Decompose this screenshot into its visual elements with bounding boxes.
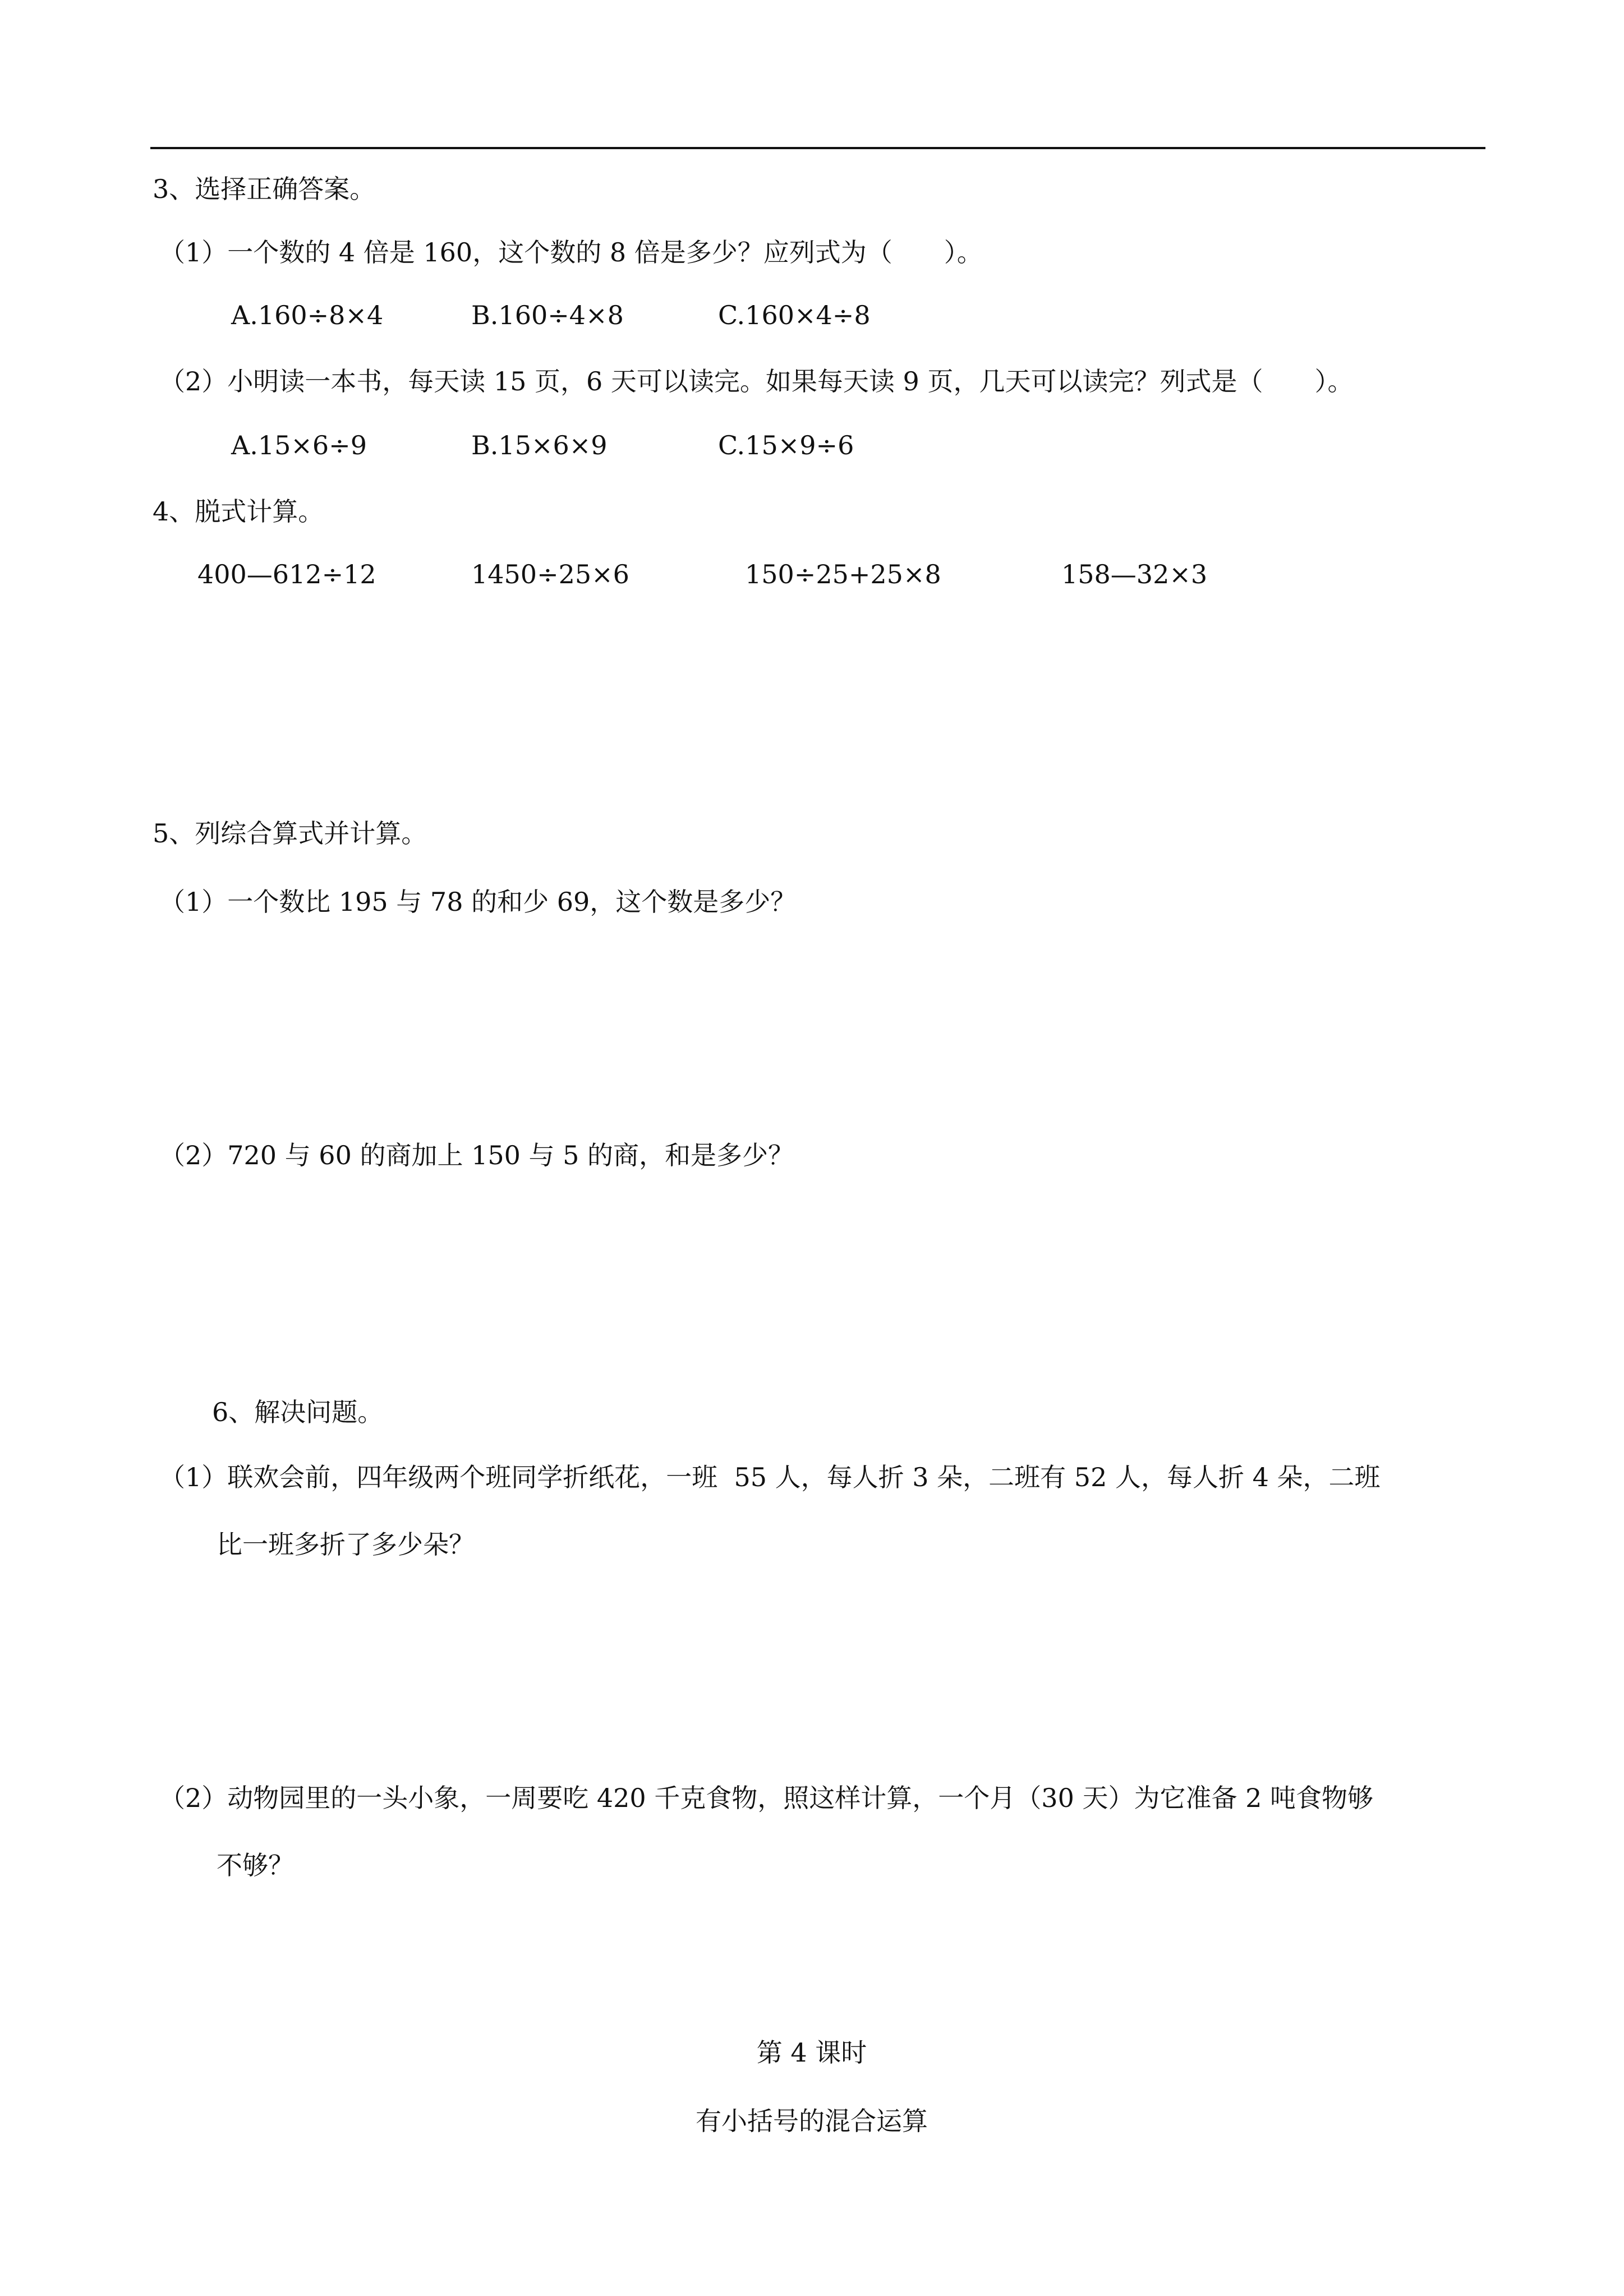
header-rule <box>150 147 1485 149</box>
q4-heading: 4、脱式计算。 <box>153 496 324 527</box>
q6-item2-line1: （2）动物园里的一头小象，一周要吃 420 千克食物，照这样计算，一个月（30 天）为它准备 2 吨食物够 <box>159 1783 1373 1813</box>
q3-item2-question: （2）小明读一本书，每天读 15 页，6 天可以读完。如果每天读 9 页，几天可以读完？列式是（ ）。 <box>159 366 1354 397</box>
q6-heading: 6、解决问题。 <box>212 1397 384 1427</box>
q3-item2-option-a: A.15×6÷9 <box>231 430 367 460</box>
q4-expression-2: 1450÷25×6 <box>471 559 629 589</box>
q4-expression-1: 400—612÷12 <box>197 559 376 589</box>
q4-expression-4: 158—32×3 <box>1061 559 1208 589</box>
q3-item1-option-a: A.160÷8×4 <box>231 300 384 330</box>
q5-item1: （1）一个数比 195 与 78 的和少 69，这个数是多少？ <box>159 887 797 917</box>
q5-item2: （2）720 与 60 的商加上 150 与 5 的商，和是多少？ <box>159 1140 794 1170</box>
q4-expression-3: 150÷25+25×8 <box>745 559 941 589</box>
q5-heading: 5、列综合算式并计算。 <box>153 818 427 849</box>
lesson-topic: 有小括号的混合运算 <box>696 2106 928 2136</box>
q6-item1-line1: （1）联欢会前，四年级两个班同学折纸花，一班 55 人，每人折 3 朵，二班有 52 人，每人折 4 朵，二班 <box>159 1462 1381 1492</box>
q3-heading: 3、选择正确答案。 <box>153 174 376 204</box>
lesson-number: 第 4 课时 <box>756 2037 867 2068</box>
q6-item2-line2: 不够？ <box>217 1850 294 1880</box>
q3-item2-option-c: C.15×9÷6 <box>718 430 854 460</box>
q6-item1-line2: 比一班多折了多少朵？ <box>217 1529 475 1560</box>
q3-item1-option-c: C.160×4÷8 <box>718 300 871 330</box>
q3-item1-option-b: B.160÷4×8 <box>471 300 624 330</box>
q3-item2-option-b: B.15×6×9 <box>471 430 608 460</box>
q3-item1-question: （1）一个数的 4 倍是 160，这个数的 8 倍是多少？应列式为（ ）。 <box>159 237 983 268</box>
